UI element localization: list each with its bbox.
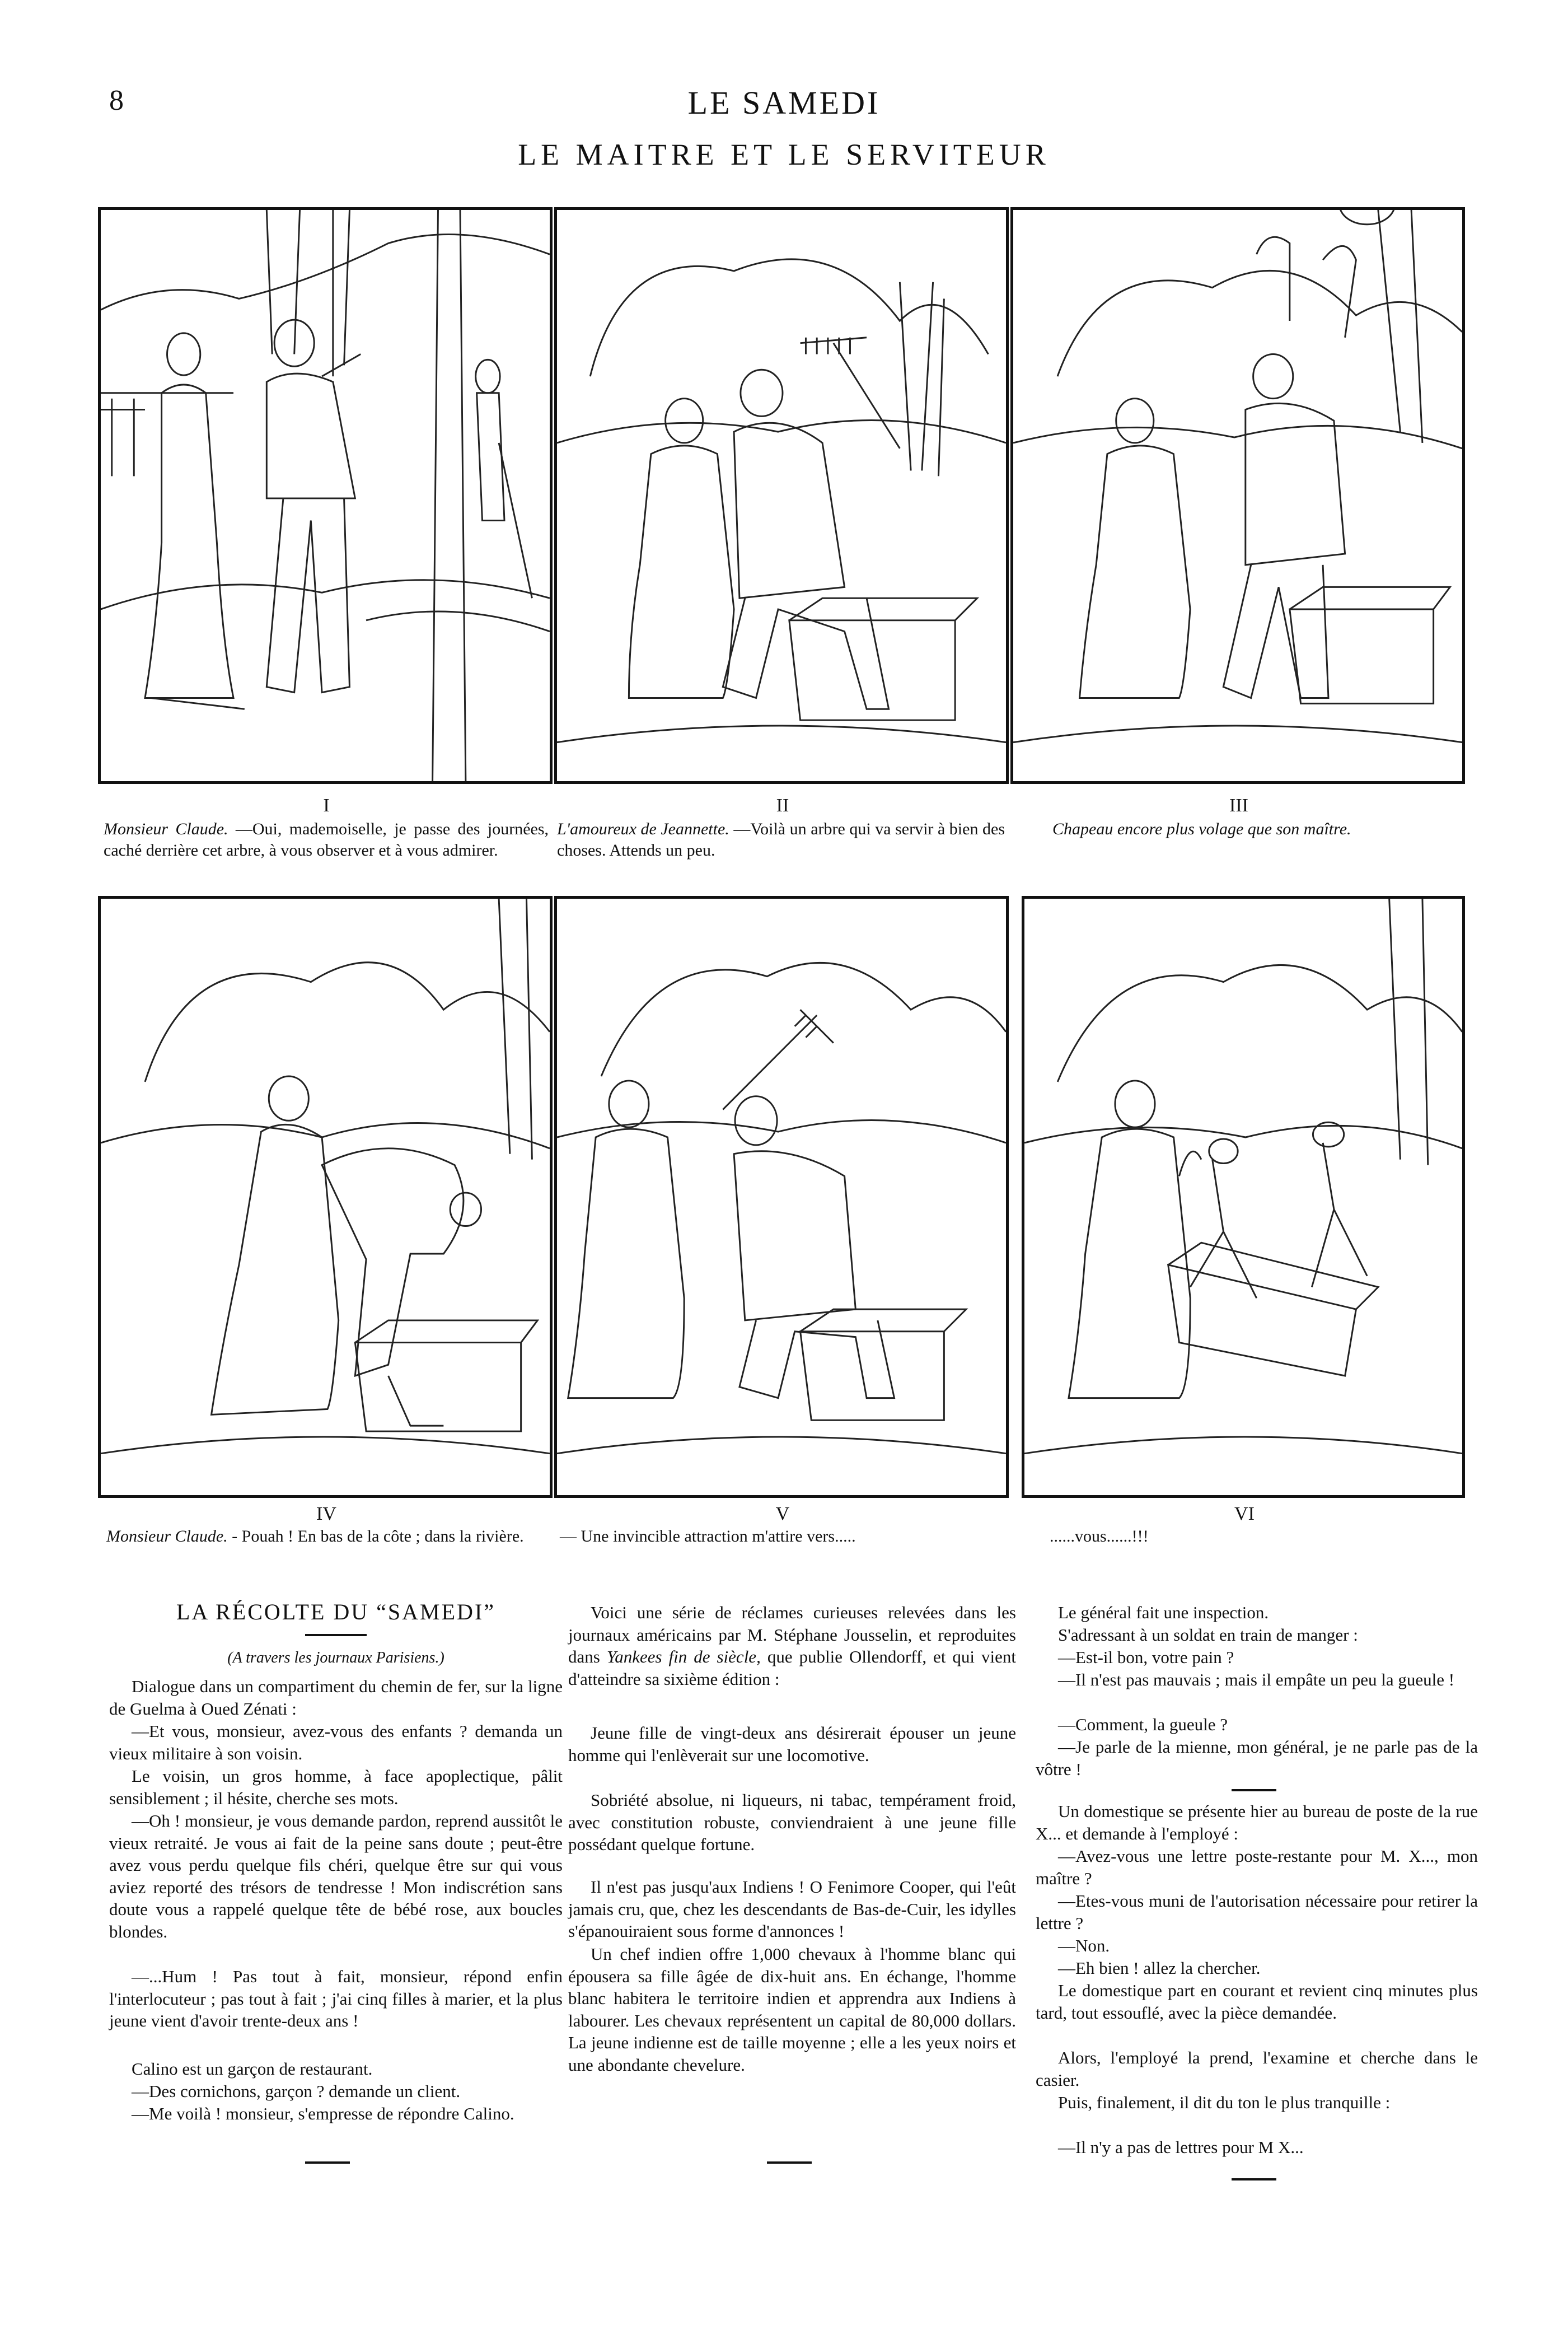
col3-para-12: Le domestique part en courant et revient cinq minutes plus tard, tout essouflé, avec la pièce demandée. <box>1036 1981 1478 2023</box>
article-heading: LA RÉCOLTE DU “SAMEDI” <box>176 1599 496 1624</box>
panel-3-illustration <box>1013 210 1462 781</box>
col1-para-2: —Et vous, monsieur, avez-vous des enfants ? demanda un vieux militaire à son voisin. <box>109 1721 563 1763</box>
heading-rule <box>305 1634 367 1636</box>
col1-para-4: —Oh ! monsieur, je vous demande pardon, reprend aussitôt le vieux retraité. Je vous ai fait de la peine sans doute ; peut-être avez vous perdu quelque fils chéri, quelque être sur qui vous aviez reporté des trésors de tendresse ! Mon indiscrétion sans doute vous a rappelé quelque tête de bébé rose, aux boucles blondes. <box>109 1811 563 1941</box>
col2-para-2: Jeune fille de vingt-deux ans désirerait épouser un jeune homme qui l'enlèverait sur une locomotive. <box>568 1723 1016 1765</box>
col3-para-5: —Comment, la gueule ? <box>1058 1715 1228 1734</box>
col3-para-14: Puis, finalement, il dit du ton le plus tranquille : <box>1058 2093 1391 2112</box>
panel-2-speaker: L'amoureux de Jeannette. <box>557 820 729 838</box>
col2-book-title: Yankees fin de siècle, <box>606 1647 761 1666</box>
col3-para-9: —Etes-vous muni de l'autorisation nécessaire pour retirer la lettre ? <box>1036 1891 1478 1933</box>
panel-6-text: ......vous......!!! <box>1050 1527 1149 1545</box>
panel-1-numeral: I <box>323 795 330 816</box>
col3-end-rule <box>1232 2178 1276 2180</box>
panel-6-illustration <box>1024 899 1462 1495</box>
panel-5-caption <box>560 1526 1002 1547</box>
page-number: 8 <box>109 85 124 116</box>
col3-mid-rule <box>1232 1789 1276 1791</box>
col3-para-2: S'adressant à un soldat en train de manger : <box>1058 1625 1358 1645</box>
panel-5-illustration <box>557 899 1006 1495</box>
comic-panel-6 <box>1022 896 1465 1498</box>
col1-para-3: Le voisin, un gros homme, à face apoplectique, pâlit sensiblement ; il hésite, cherche ses mots. <box>109 1766 563 1808</box>
panel-1-illustration <box>101 210 550 781</box>
col3-para-4: —Il n'est pas mauvais ; mais il empâte un peu la gueule ! <box>1058 1670 1455 1689</box>
col3-para-3: —Est-il bon, votre pain ? <box>1058 1647 1234 1667</box>
panel-4-caption <box>106 1526 549 1547</box>
col1-para-7: —Des cornichons, garçon ? demande un client. <box>132 2081 461 2101</box>
col3-para-10: —Non. <box>1058 1936 1110 1955</box>
panel-4-illustration <box>101 899 550 1495</box>
panel-1-speaker: Monsieur Claude. <box>104 820 228 838</box>
col3-para-13: Alors, l'employé la prend, l'examine et cherche dans le casier. <box>1036 2048 1478 2090</box>
col3-para-15: —Il n'y a pas de lettres pour M X... <box>1058 2137 1304 2157</box>
col3-para-7: Un domestique se présente hier au bureau de poste de la rue X... et demande à l'employé : <box>1036 1801 1478 1843</box>
panel-2-numeral: II <box>776 795 789 816</box>
panel-5-text: — Une invincible attraction m'attire vers..... <box>560 1527 856 1545</box>
col2-end-rule <box>767 2161 812 2164</box>
col3-para-8: —Avez-vous une lettre poste-restante pour M. X..., mon maître ? <box>1036 1846 1478 1888</box>
panel-2-caption <box>557 819 1005 861</box>
col1-para-1: Dialogue dans un compartiment du chemin de fer, sur la ligne de Guelma à Oued Zénati : <box>109 1677 563 1719</box>
col1-end-rule <box>305 2161 350 2164</box>
panel-3-caption <box>1052 819 1455 840</box>
panel-4-speaker: Monsieur Claude. <box>106 1527 228 1545</box>
col1-para-6: Calino est un garçon de restaurant. <box>132 2059 373 2079</box>
comic-panel-5 <box>554 896 1009 1498</box>
panel-1-text: —Oui, mademoiselle, je passe des journées, caché derrière cet arbre, à vous observer et à vous admirer. <box>104 820 549 860</box>
comic-panel-3 <box>1010 207 1465 784</box>
col2-para-1 <box>568 1601 1016 1690</box>
panel-2-text: —Voilà un arbre qui va servir à bien des choses. Attends un peu. <box>557 820 1005 860</box>
publication-title: LE SAMEDI <box>687 85 881 121</box>
col2-para-3: Sobriété absolue, ni liqueurs, ni tabac, tempérament froid, avec constitution robuste, conviendraient à une jeune fille possédant quelque fortune. <box>568 1790 1016 1854</box>
comic-panel-2 <box>554 207 1009 784</box>
col2-para-4: Il n'est pas jusqu'aux Indiens ! O Fenimore Cooper, qui l'eût jamais cru, que, chez les descendants de Bas-de-Cuir, les idylles s'épanouiraient sous forme d'annonces ! <box>568 1877 1016 1941</box>
col3-para-11: —Eh bien ! allez la chercher. <box>1058 1958 1261 1978</box>
col2-para-1-text-a: Voici une série de réclames curieuses relevées dans les journaux américains par M. Stéphane Jousselin, et reproduites dans <box>568 1603 1016 1666</box>
panel-3-text: Chapeau encore plus volage que son maître. <box>1052 820 1351 838</box>
panel-6-numeral: VI <box>1234 1503 1255 1524</box>
panel-5-numeral: V <box>775 1503 790 1524</box>
article-subheading: (A travers les journaux Parisiens.) <box>227 1649 444 1666</box>
col3-para-6: —Je parle de la mienne, mon général, je ne parle pas de la vôtre ! <box>1036 1737 1478 1779</box>
panel-6-caption <box>1050 1526 1453 1547</box>
col2-para-5: Un chef indien offre 1,000 chevaux à l'homme blanc qui épousera sa fille âgée de dix-huit ans. En échange, l'homme blanc habitera le territoire indien et apprendra aux Indiens à labourer. Les chevaux représentent un capital de 80,000 dollars. La jeune indienne est de taille moyenne ; elle a les yeux noirs et une abondante chevelure. <box>568 1944 1016 2075</box>
col3-para-1: Le général fait une inspection. <box>1058 1603 1269 1622</box>
panel-4-numeral: IV <box>316 1503 336 1524</box>
col1-para-5: —...Hum ! Pas tout à fait, monsieur, répond enfin l'interlocuteur ; pas tout à fait ; j'ai cinq filles à marier, et la plus jeune vient d'avoir trente-deux ans ! <box>109 1967 563 2030</box>
comic-title: LE MAITRE ET LE SERVITEUR <box>518 138 1050 171</box>
panel-3-numeral: III <box>1229 795 1248 816</box>
comic-panel-4 <box>98 896 553 1498</box>
panel-1-caption <box>104 819 549 861</box>
col2-para-1-text-c: que publie Ollendorff, et qui vient d'atteindre sa sixième édition : <box>568 1647 1016 1689</box>
panel-4-text: - Pouah ! En bas de la côte ; dans la rivière. <box>232 1527 524 1545</box>
panel-2-illustration <box>557 210 1006 781</box>
col1-para-8: —Me voilà ! monsieur, s'empresse de répondre Calino. <box>132 2104 514 2123</box>
comic-panel-1 <box>98 207 553 784</box>
